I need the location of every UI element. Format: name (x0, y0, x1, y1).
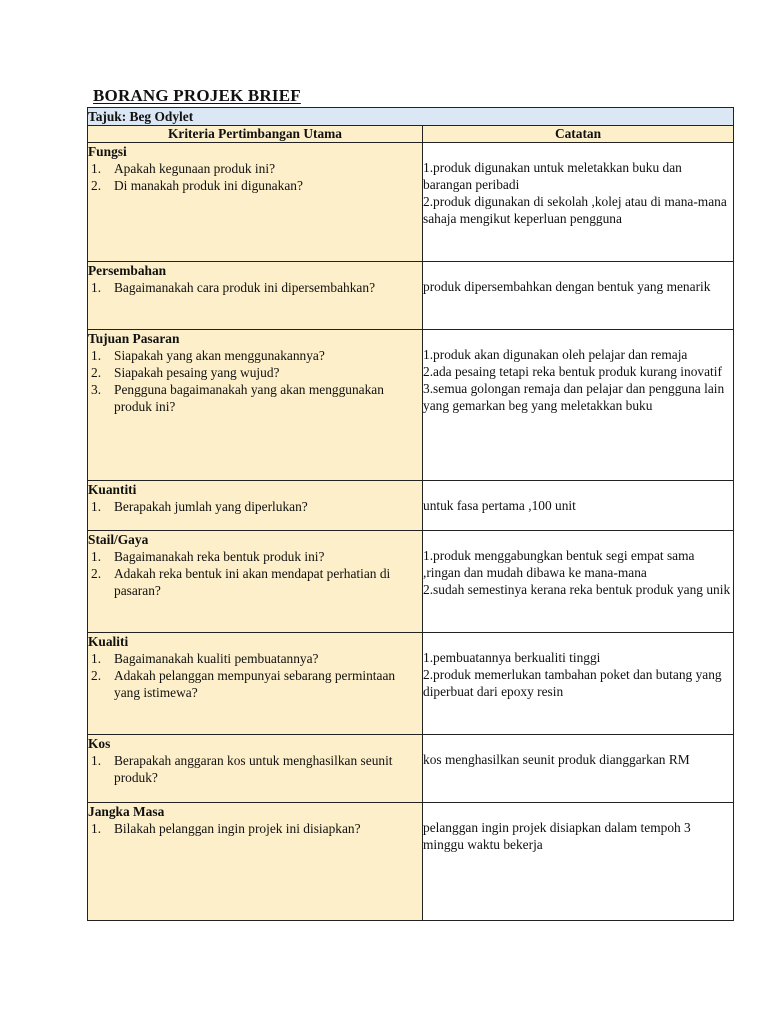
table-title: Tajuk: Beg Odylet (88, 108, 734, 126)
table-header-row (88, 126, 734, 143)
criteria-cell (88, 633, 423, 735)
question-text: Pengguna bagaimanakah yang akan menggunakan produk ini? (114, 382, 384, 414)
note-line: 1.produk menggabungkan bentuk segi empat sama ,ringan dan mudah dibawa ke mana-mana (423, 548, 695, 580)
notes-cell (423, 330, 734, 481)
question-list (88, 752, 422, 786)
question-item (88, 752, 422, 786)
criteria-cell (88, 262, 423, 330)
question-list (88, 347, 422, 415)
table-row (88, 735, 734, 803)
question-text: Bilakah pelanggan ingin projek ini disiapkan? (114, 821, 361, 836)
notes-text (423, 803, 733, 853)
note-line: 1.pembuatannya berkualiti tinggi (423, 650, 601, 665)
document-title: BORANG PROJEK BRIEF (93, 86, 301, 105)
section-title: Stail/Gaya (88, 532, 149, 547)
table-row (88, 531, 734, 633)
question-number: 1. (91, 161, 102, 176)
question-text: Di manakah produk ini digunakan? (114, 178, 303, 193)
question-number: 2. (91, 178, 102, 193)
section-title: Kualiti (88, 634, 129, 649)
question-item (88, 177, 422, 194)
notes-text (423, 143, 733, 227)
header-notes: Catatan (423, 126, 734, 143)
notes-cell (423, 531, 734, 633)
note-line: 2.produk digunakan di sekolah ,kolej atau di mana-mana sahaja mengikut keperluan pengguna (423, 194, 727, 226)
question-text: Bagaimanakah reka bentuk produk ini? (114, 549, 325, 564)
criteria-cell (88, 531, 423, 633)
criteria-cell (88, 330, 423, 481)
table-row (88, 262, 734, 330)
question-item (88, 650, 422, 667)
question-item (88, 279, 422, 296)
note-line: pelanggan ingin projek disiapkan dalam tempoh 3 minggu waktu bekerja (423, 820, 691, 852)
question-item (88, 347, 422, 364)
table-row (88, 803, 734, 921)
question-number: 1. (91, 549, 102, 564)
question-text: Siapakah yang akan menggunakannya? (114, 348, 325, 363)
question-number: 1. (91, 651, 102, 666)
question-number: 2. (91, 668, 102, 683)
section-title: Tujuan Pasaran (88, 331, 180, 346)
table-row (88, 633, 734, 735)
notes-text (423, 633, 733, 700)
note-line: produk dipersembahkan dengan bentuk yang menarik (423, 279, 711, 294)
note-line: 2.sudah semestinya kerana reka bentuk produk yang unik (423, 582, 731, 597)
criteria-cell (88, 803, 423, 921)
note-line: untuk fasa pertama ,100 unit (423, 498, 576, 513)
question-text: Siapakah pesaing yang wujud? (114, 365, 280, 380)
notes-cell (423, 143, 734, 262)
section-title: Fungsi (88, 144, 127, 159)
question-number: 1. (91, 348, 102, 363)
section-title: Jangka Masa (88, 804, 165, 819)
header-criteria: Kriteria Pertimbangan Utama (88, 126, 423, 143)
question-list (88, 548, 422, 599)
question-text: Berapakah anggaran kos untuk menghasilkan seunit produk? (114, 753, 393, 785)
question-number: 1. (91, 821, 102, 836)
question-item (88, 565, 422, 599)
table-title-row (88, 108, 734, 126)
notes-cell (423, 633, 734, 735)
question-text: Berapakah jumlah yang diperlukan? (114, 499, 308, 514)
question-item (88, 364, 422, 381)
question-list (88, 279, 422, 296)
question-item (88, 667, 422, 701)
question-item (88, 381, 422, 415)
question-item (88, 498, 422, 515)
section-title: Persembahan (88, 263, 167, 278)
criteria-cell (88, 481, 423, 531)
notes-cell (423, 803, 734, 921)
notes-text (423, 735, 733, 768)
question-list (88, 160, 422, 194)
question-list (88, 650, 422, 701)
notes-cell (423, 481, 734, 531)
criteria-cell (88, 735, 423, 803)
project-brief-table (87, 107, 734, 921)
question-number: 1. (91, 753, 102, 768)
question-text: Apakah kegunaan produk ini? (114, 161, 276, 176)
notes-cell (423, 262, 734, 330)
question-number: 1. (91, 280, 102, 295)
table-row (88, 143, 734, 262)
question-text: Bagaimanakah kualiti pembuatannya? (114, 651, 319, 666)
question-item (88, 160, 422, 177)
question-number: 1. (91, 499, 102, 514)
notes-text (423, 330, 733, 414)
notes-text (423, 481, 733, 514)
note-line: 1.produk digunakan untuk meletakkan buku dan barangan peribadi (423, 160, 682, 192)
note-line: 1.produk akan digunakan oleh pelajar dan remaja (423, 347, 688, 362)
notes-text (423, 262, 733, 295)
question-item (88, 548, 422, 565)
table-row (88, 481, 734, 531)
question-number: 2. (91, 566, 102, 581)
criteria-cell (88, 143, 423, 262)
note-line: 3.semua golongan remaja dan pelajar dan pengguna lain yang gemarkan beg yang meletakkan buku (423, 381, 725, 413)
question-number: 3. (91, 382, 102, 397)
question-list (88, 820, 422, 837)
table-row (88, 330, 734, 481)
notes-cell (423, 735, 734, 803)
note-line: kos menghasilkan seunit produk dianggarkan RM (423, 752, 690, 767)
question-text: Adakah pelanggan mempunyai sebarang permintaan yang istimewa? (114, 668, 396, 700)
question-number: 2. (91, 365, 102, 380)
question-item (88, 820, 422, 837)
section-title: Kos (88, 736, 111, 751)
note-line: 2.produk memerlukan tambahan poket dan butang yang diperbuat dari epoxy resin (423, 667, 722, 699)
question-list (88, 498, 422, 515)
question-text: Bagaimanakah cara produk ini dipersembahkan? (114, 280, 376, 295)
notes-text (423, 531, 733, 598)
question-text: Adakah reka bentuk ini akan mendapat perhatian di pasaran? (114, 566, 391, 598)
note-line: 2.ada pesaing tetapi reka bentuk produk kurang inovatif (423, 364, 722, 379)
section-title: Kuantiti (88, 482, 137, 497)
